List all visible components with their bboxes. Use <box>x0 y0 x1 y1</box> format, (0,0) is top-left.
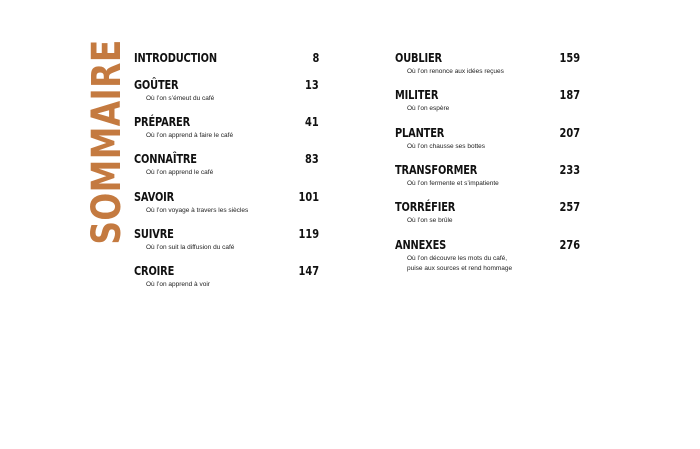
toc-entry-subtitle: Où l’on apprend à faire le café <box>146 132 234 139</box>
toc-entry-subtitle: Où l’on s’émeut du café <box>146 95 215 102</box>
toc-entry-title: TORRÉFIER <box>395 200 456 214</box>
toc-entry-connaitre[interactable] <box>134 151 319 178</box>
toc-entry-gouter[interactable] <box>134 77 319 104</box>
toc-entry-page: 276 <box>559 238 580 252</box>
toc-entry-transformer[interactable] <box>395 162 580 189</box>
toc-entry-title: INTRODUCTION <box>134 51 217 65</box>
toc-entry-suivre[interactable] <box>134 226 319 253</box>
toc-entry-oublier[interactable] <box>395 50 580 77</box>
toc-entry-subtitle: Où l’on apprend à voir <box>146 281 210 288</box>
toc-entry-title: OUBLIER <box>395 51 442 65</box>
toc-entry-introduction[interactable] <box>134 50 319 66</box>
toc-entry-savoir[interactable] <box>134 189 319 216</box>
toc-entry-preparer[interactable] <box>134 114 319 141</box>
toc-entry-subtitle: Où l’on chausse ses bottes <box>407 143 486 150</box>
toc-entry-title: MILITER <box>395 88 439 102</box>
sommaire-title-text: SOMMAIRE <box>84 39 131 245</box>
toc-entry-subtitle: Où l’on suit la diffusion du café <box>146 244 235 251</box>
toc-entry-title: SUIVRE <box>134 227 174 241</box>
toc-entry-page: 233 <box>559 163 580 177</box>
toc-entry-page: 119 <box>298 227 319 241</box>
toc-entry-militer[interactable] <box>395 87 580 114</box>
toc-entry-page: 101 <box>298 190 319 204</box>
toc-entry-title: GOÛTER <box>134 78 179 92</box>
toc-entry-page: 13 <box>305 78 319 92</box>
toc-entry-subtitle: Où l’on découvre les mots du café, puise aux sources et rend hommage <box>407 255 513 272</box>
toc-entry-subtitle: Où l’on espère <box>407 105 450 112</box>
toc-entry-title: SAVOIR <box>134 190 175 204</box>
toc-entry-annexes[interactable] <box>395 237 580 274</box>
toc-entry-title: CONNAÎTRE <box>134 152 197 166</box>
toc-entry-title: TRANSFORMER <box>395 163 478 177</box>
toc-entry-page: 207 <box>559 126 580 140</box>
toc-entry-croire[interactable] <box>134 263 319 290</box>
toc-entry-page: 257 <box>559 200 580 214</box>
toc-entry-page: 8 <box>312 51 319 65</box>
toc-entry-page: 147 <box>298 264 319 278</box>
toc-entry-title: PLANTER <box>395 126 445 140</box>
toc-entry-page: 159 <box>559 51 580 65</box>
toc-entry-torrefier[interactable] <box>395 199 580 226</box>
toc-entry-page: 41 <box>305 115 319 129</box>
toc-entry-title: ANNEXES <box>395 238 447 252</box>
toc-entry-subtitle: Où l’on renonce aux idées reçues <box>407 68 504 75</box>
toc-entry-subtitle: Où l’on se brûle <box>407 217 453 224</box>
toc-entry-title: PRÉPARER <box>134 115 191 129</box>
toc-entry-subtitle: Où l’on fermente et s’impatiente <box>407 180 499 187</box>
toc-entry-subtitle: Où l’on apprend le café <box>146 169 214 176</box>
toc-entry-page: 187 <box>559 88 580 102</box>
sommaire-title <box>84 39 131 245</box>
toc-entry-page: 83 <box>305 152 319 166</box>
toc-entry-title: CROIRE <box>134 264 175 278</box>
toc-entry-planter[interactable] <box>395 125 580 152</box>
toc-entry-subtitle: Où l’on voyage à travers les siècles <box>146 207 249 214</box>
